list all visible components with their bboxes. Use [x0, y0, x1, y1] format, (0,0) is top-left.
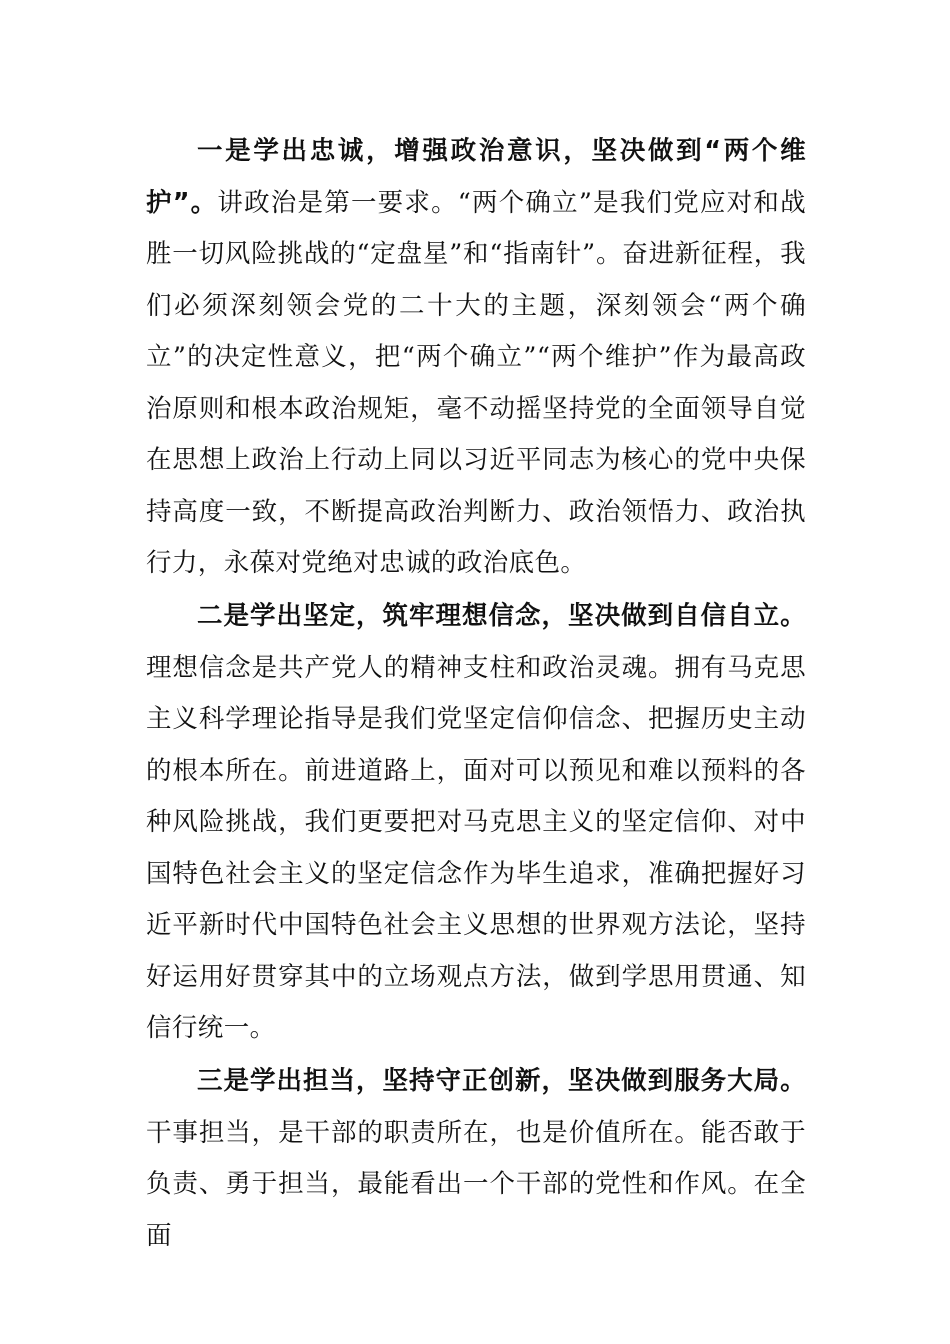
paragraph-loyalty: [146, 126, 806, 590]
document-body: [146, 126, 806, 1262]
paragraph-heading: 一是学出忠诚，增强政治意识，坚决做到“两个维护”。: [146, 136, 806, 218]
paragraph-heading: 三是学出担当，坚持守正创新，坚决做到服务大局。: [197, 1066, 806, 1096]
paragraph-body: 讲政治是第一要求。“两个确立”是我们党应对和战胜一切风险挑战的“定盘星”和“指南针”。奋进新征程，我们必须深刻领会党的二十大的主题，深刻领会“两个确立”的决定性意义，把“两个确立”“两个维护”作为最高政治原则和根本政治规矩，毫不动摇坚持党的全面领导自觉在思想上政治上行动上同以习近平同志为核心的党中央保持高度一致，不断提高政治判断力、政治领悟力、政治执行力，永葆对党绝对忠诚的政治底色。: [146, 187, 806, 578]
paragraph-conviction: [146, 591, 806, 1055]
paragraph-body: 干事担当，是干部的职责所在，也是价值所在。能否敢于负责、勇于担当，最能看出一个干部的党性和作风。在全面: [146, 1117, 806, 1251]
paragraph-responsibility: [146, 1056, 806, 1262]
paragraph-heading: 二是学出坚定，筑牢理想信念，坚决做到自信自立。: [197, 601, 806, 631]
paragraph-body: 理想信念是共产党人的精神支柱和政治灵魂。拥有马克思主义科学理论指导是我们党坚定信仰信念、把握历史主动的根本所在。前进道路上，面对可以预见和难以预料的各种风险挑战，我们更要把对马克思主义的坚定信仰、对中国特色社会主义的坚定信念作为毕生追求，准确把握好习近平新时代中国特色社会主义思想的世界观方法论，坚持好运用好贯穿其中的立场观点方法，做到学思用贯通、知信行统一。: [146, 652, 806, 1043]
